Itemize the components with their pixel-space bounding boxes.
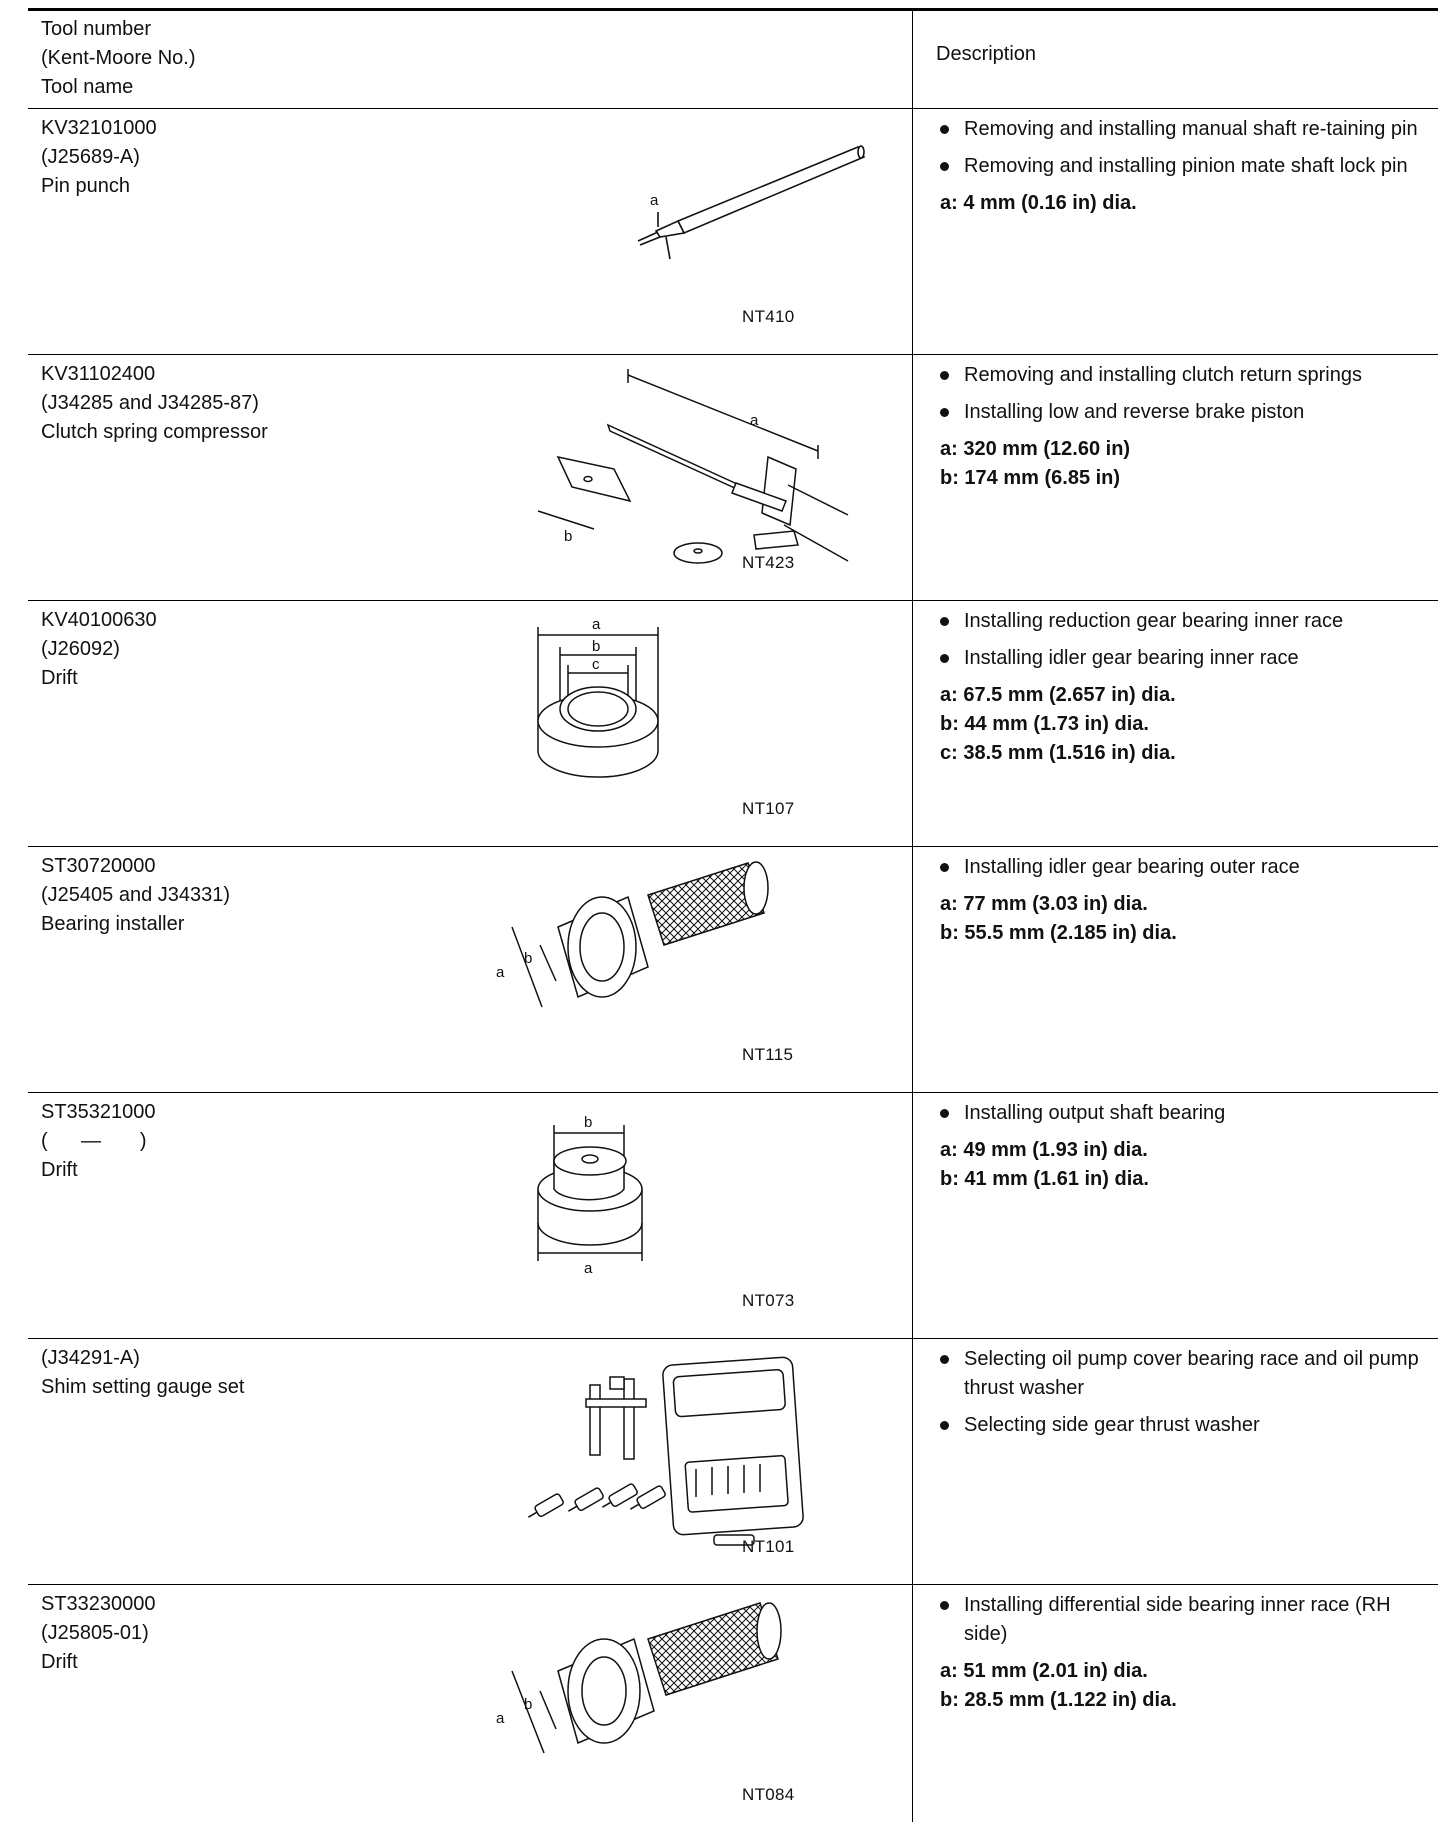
bullet-icon [940, 1601, 949, 1610]
dimension: c: 38.5 mm (1.516 in) dia. [940, 742, 1176, 764]
header-description: Description [936, 43, 1037, 65]
description-text: Installing low and reverse brake piston [964, 401, 1305, 423]
dim-label-a: a [592, 616, 601, 633]
description-text: Removing and installing clutch return springs [964, 364, 1362, 386]
tool-number: (J34291-A) [41, 1347, 140, 1369]
tool-number: ST33230000 [41, 1593, 156, 1615]
tool-name: Bearing installer [41, 913, 185, 935]
tool-name: Clutch spring compressor [41, 421, 268, 443]
table-row [28, 847, 1438, 1093]
description-text: Installing differential side bearing inner race (RH side) [964, 1594, 1391, 1645]
table-row [28, 355, 1438, 601]
tool-info [41, 606, 157, 693]
dimension: b: 174 mm (6.85 in) [940, 467, 1121, 489]
description [940, 853, 1430, 948]
table-row [28, 1093, 1438, 1339]
bullet-icon [940, 125, 949, 134]
drift-illustration [498, 611, 878, 831]
kent-moore-number: (J26092) [41, 638, 120, 660]
tool-name: Pin punch [41, 175, 130, 197]
description-text: Removing and installing pinion mate shaft lock pin [964, 155, 1408, 177]
dim-label-b: b [564, 528, 573, 545]
header-tool-column [41, 15, 196, 102]
description [940, 1591, 1430, 1715]
tool-number: ST35321000 [41, 1101, 156, 1123]
figure-code: NT073 [742, 1291, 795, 1310]
figure-code: NT410 [742, 307, 795, 326]
dimension: b: 44 mm (1.73 in) dia. [940, 713, 1149, 735]
description [940, 115, 1430, 218]
dim-label-a: a [584, 1260, 593, 1277]
kent-moore-number: (J25689-A) [41, 146, 140, 168]
description [940, 1345, 1430, 1448]
tool-info [41, 1344, 244, 1402]
tool-info [41, 114, 157, 201]
description [940, 361, 1430, 493]
tool-info [41, 1590, 156, 1677]
dimension: b: 55.5 mm (2.185 in) dia. [940, 922, 1177, 944]
header-tool-name: Tool name [41, 76, 134, 98]
table-row [28, 1585, 1438, 1835]
dimension: b: 41 mm (1.61 in) dia. [940, 1168, 1149, 1190]
kent-moore-number: ( — ) [41, 1130, 147, 1152]
tool-number: KV32101000 [41, 117, 157, 139]
bullet-icon [940, 1109, 949, 1118]
description-text: Selecting side gear thrust washer [964, 1414, 1260, 1436]
list-item [940, 1591, 1430, 1649]
description [940, 607, 1430, 768]
figure-code: NT101 [742, 1537, 795, 1556]
list-item [940, 1345, 1430, 1403]
tool-number: KV40100630 [41, 609, 157, 631]
kent-moore-number: (J25405 and J34331) [41, 884, 231, 906]
table-row [28, 109, 1438, 355]
list-item [940, 853, 1430, 882]
description-text: Removing and installing manual shaft re-taining pin [964, 118, 1418, 140]
tool-name: Shim setting gauge set [41, 1376, 245, 1398]
figure-code: NT115 [742, 1045, 794, 1064]
description-text: Installing idler gear bearing outer race [964, 856, 1300, 878]
tool-info [41, 1098, 156, 1185]
bullet-icon [940, 617, 949, 626]
dim-label-a: a [496, 1710, 505, 1727]
tool-name: Drift [41, 1651, 78, 1673]
tool-name: Drift [41, 667, 78, 689]
dim-label-b: b [524, 950, 533, 967]
shim-setting-gauge-set-illustration [498, 1349, 878, 1569]
dimension: a: 49 mm (1.93 in) dia. [940, 1139, 1148, 1161]
list-item [940, 1411, 1430, 1440]
list-item [940, 152, 1430, 181]
kent-moore-number: (J25805-01) [41, 1622, 149, 1644]
bullet-icon [940, 371, 949, 380]
tool-name: Drift [41, 1159, 78, 1181]
bullet-icon [940, 654, 949, 663]
dim-label-b: b [584, 1114, 593, 1131]
dimension: b: 28.5 mm (1.122 in) dia. [940, 1689, 1177, 1711]
list-item [940, 1099, 1430, 1128]
tool-number: KV31102400 [41, 363, 156, 385]
tool-info [41, 852, 230, 939]
dim-label-a: a [496, 964, 505, 981]
tool-number: ST30720000 [41, 855, 156, 877]
bullet-icon [940, 863, 949, 872]
dim-label-a: a [650, 192, 659, 209]
drift-illustration [498, 1103, 878, 1323]
bullet-icon [940, 408, 949, 417]
list-item [940, 115, 1430, 144]
header-kent-moore: (Kent-Moore No.) [41, 47, 196, 69]
bullet-icon [940, 1421, 949, 1430]
description-text: Installing idler gear bearing inner race [964, 647, 1299, 669]
list-item [940, 361, 1430, 390]
table-header [28, 11, 1438, 109]
dim-label-c: c [592, 656, 600, 673]
drift-illustration [498, 1595, 878, 1815]
list-item [940, 607, 1430, 636]
description-text: Installing output shaft bearing [964, 1102, 1226, 1124]
table-row [28, 1339, 1438, 1585]
kent-moore-number: (J34285 and J34285-87) [41, 392, 259, 414]
bearing-installer-illustration [498, 857, 878, 1077]
tool-info [41, 360, 268, 447]
list-item [940, 398, 1430, 427]
bullet-icon [940, 162, 949, 171]
table-row [28, 601, 1438, 847]
tool-table [28, 0, 1438, 1822]
clutch-spring-compressor-illustration [498, 365, 878, 585]
figure-code: NT107 [742, 799, 795, 818]
dimension: a: 51 mm (2.01 in) dia. [940, 1660, 1148, 1682]
pin-punch-illustration [498, 119, 878, 339]
dimension: a: 67.5 mm (2.657 in) dia. [940, 684, 1176, 706]
bullet-icon [940, 1355, 949, 1364]
dim-label-b: b [524, 1696, 533, 1713]
header-tool-number: Tool number [41, 18, 152, 40]
list-item [940, 644, 1430, 673]
description-text: Installing reduction gear bearing inner race [964, 610, 1344, 632]
dimension: a: 320 mm (12.60 in) [940, 438, 1131, 460]
figure-code: NT084 [742, 1785, 795, 1804]
dimension: a: 77 mm (3.03 in) dia. [940, 893, 1148, 915]
description [940, 1099, 1430, 1194]
figure-code: NT423 [742, 553, 795, 572]
dim-label-a: a [750, 412, 759, 429]
description-text: Selecting oil pump cover bearing race and oil pump thrust washer [964, 1348, 1419, 1399]
dimension: a: 4 mm (0.16 in) dia. [940, 192, 1137, 214]
dim-label-b: b [592, 638, 601, 655]
